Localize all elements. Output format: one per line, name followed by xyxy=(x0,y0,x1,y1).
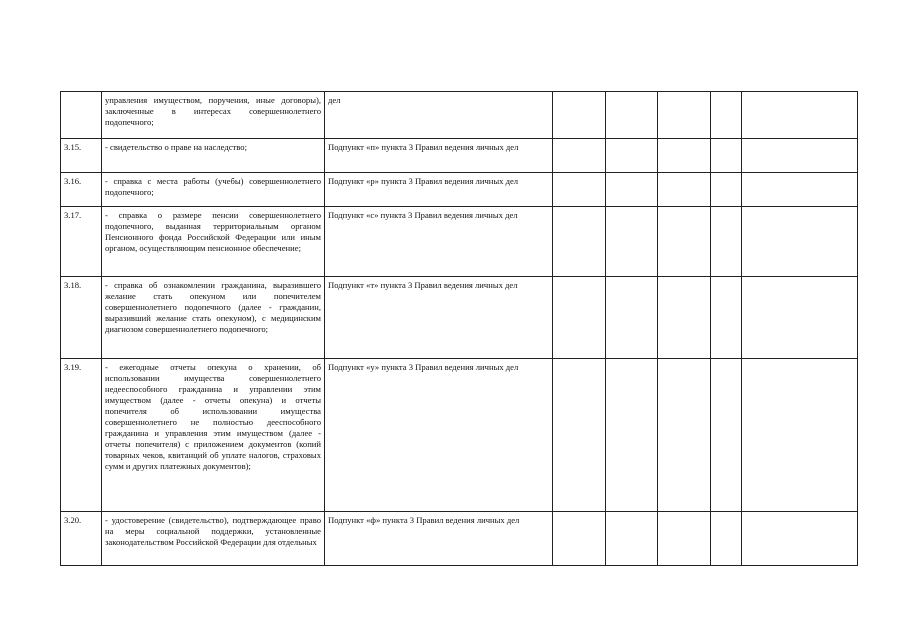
empty-cell xyxy=(742,207,858,277)
empty-cell xyxy=(658,277,711,359)
legal-reference: Подпункт «ф» пункта 3 Правил ведения личных дел xyxy=(325,512,553,566)
table-row xyxy=(61,359,858,512)
empty-cell xyxy=(711,207,742,277)
empty-cell xyxy=(606,173,658,207)
empty-cell xyxy=(553,359,606,512)
document-description: - справка с места работы (учебы) совершеннолетнего подопечного; xyxy=(102,173,325,207)
empty-cell xyxy=(711,512,742,566)
empty-cell xyxy=(742,512,858,566)
document-description: - свидетельство о праве на наследство; xyxy=(102,139,325,173)
empty-cell xyxy=(742,277,858,359)
empty-cell xyxy=(553,277,606,359)
empty-cell xyxy=(553,207,606,277)
empty-cell xyxy=(553,92,606,139)
row-number: 3.19. xyxy=(61,359,102,512)
empty-cell xyxy=(658,512,711,566)
legal-reference: дел xyxy=(325,92,553,139)
empty-cell xyxy=(711,277,742,359)
empty-cell xyxy=(606,92,658,139)
legal-reference: Подпункт «с» пункта 3 Правил ведения личных дел xyxy=(325,207,553,277)
empty-cell xyxy=(711,139,742,173)
document-description: - справка о размере пенсии совершеннолетнего подопечного, выданная территориальным органом Пенсионного фонда Российской Федерации или иным органом, осуществляющим пенсионное обеспечение; xyxy=(102,207,325,277)
empty-cell xyxy=(553,139,606,173)
table-row xyxy=(61,207,858,277)
empty-cell xyxy=(742,139,858,173)
empty-cell xyxy=(658,139,711,173)
empty-cell xyxy=(606,139,658,173)
row-number: 3.20. xyxy=(61,512,102,566)
table-row xyxy=(61,277,858,359)
empty-cell xyxy=(606,277,658,359)
document-description: - ежегодные отчеты опекуна о хранении, об использовании имущества совершеннолетнего недееспособного гражданина и управлении этим имуществом (далее - отчеты опекуна) и отчеты попечителя об использовании имущества совершеннолетнего не полностью дееспособного гражданина и управления этим имуществом (далее - отчеты попечителя) с приложением документов (копий товарных чеков, квитанций об уплате налогов, страховых сумм и других платежных документов); xyxy=(102,359,325,512)
empty-cell xyxy=(742,92,858,139)
empty-cell xyxy=(742,359,858,512)
empty-cell xyxy=(658,359,711,512)
row-number: 3.17. xyxy=(61,207,102,277)
empty-cell xyxy=(711,359,742,512)
empty-cell xyxy=(658,207,711,277)
empty-cell xyxy=(658,92,711,139)
document-description: управления имуществом, поручения, иные договоры), заключенные в интересах совершеннолетнего подопечного; xyxy=(102,92,325,139)
row-number: 3.15. xyxy=(61,139,102,173)
row-number xyxy=(61,92,102,139)
legal-reference: Подпункт «т» пункта 3 Правил ведения личных дел xyxy=(325,277,553,359)
documents-table xyxy=(60,91,858,566)
table-row xyxy=(61,92,858,139)
table-row xyxy=(61,512,858,566)
empty-cell xyxy=(606,512,658,566)
empty-cell xyxy=(711,92,742,139)
document-description: - справка об ознакомлении гражданина, выразившего желание стать опекуном или попечителем совершеннолетнего подопечного (далее - гражданин, выразивший желание стать опекуном), с медицинским диагнозом совершеннолетнего подопечного; xyxy=(102,277,325,359)
empty-cell xyxy=(553,512,606,566)
table-row xyxy=(61,139,858,173)
empty-cell xyxy=(742,173,858,207)
row-number: 3.16. xyxy=(61,173,102,207)
document-description: - удостоверение (свидетельство), подтверждающее право на меры социальной поддержки, установленные законодательством Российской Федерации для отдельных xyxy=(102,512,325,566)
empty-cell xyxy=(606,207,658,277)
row-number: 3.18. xyxy=(61,277,102,359)
table-row xyxy=(61,173,858,207)
empty-cell xyxy=(553,173,606,207)
legal-reference: Подпункт «у» пункта 3 Правил ведения личных дел xyxy=(325,359,553,512)
legal-reference: Подпункт «р» пункта 3 Правил ведения личных дел xyxy=(325,173,553,207)
empty-cell xyxy=(658,173,711,207)
empty-cell xyxy=(606,359,658,512)
legal-reference: Подпункт «п» пункта 3 Правил ведения личных дел xyxy=(325,139,553,173)
empty-cell xyxy=(711,173,742,207)
